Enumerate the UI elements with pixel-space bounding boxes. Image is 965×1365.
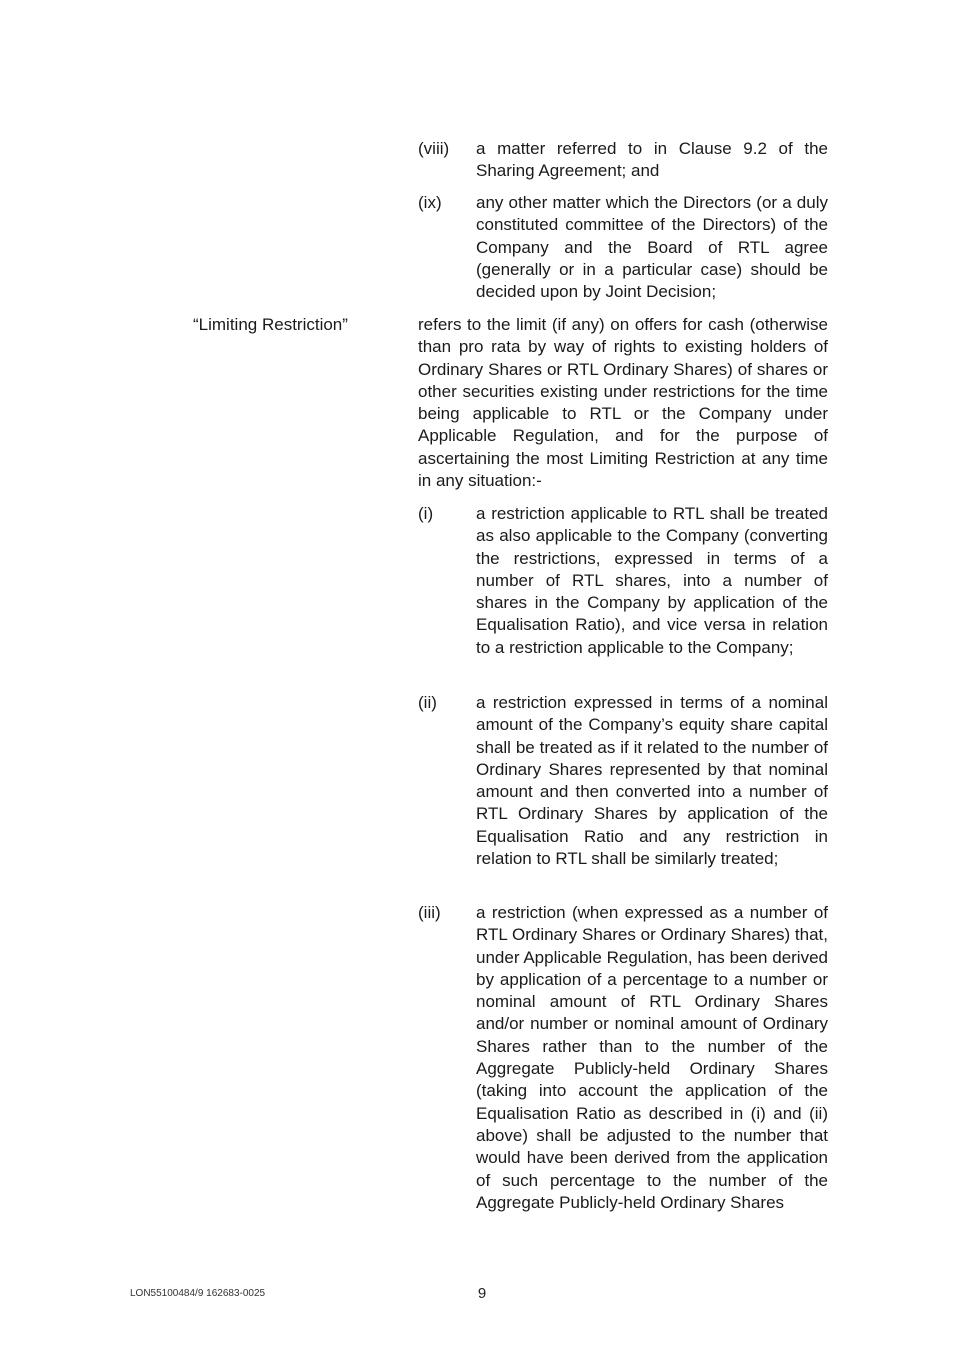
list-item-number: (ix) [418, 193, 442, 212]
list-item-ii [418, 692, 828, 870]
document-reference: LON55100484/9 162683-0025 [130, 1288, 266, 1299]
list-item-text: a restriction applicable to RTL shall be treated as also applicable to the Company (converting the restrictions, expressed in terms of a number of RTL shares, into a number of shares in the Company by application of the Equalisation Ratio), and vice versa in relation to a restriction applicable to the Company; [476, 504, 828, 657]
list-item-text: any other matter which the Directors (or a duly constituted committee of the Directors) of the Company and the Board of RTL agree (generally or in a particular case) should be decided upon by Joint Decision; [476, 193, 828, 302]
list-item-i [418, 503, 828, 659]
list-item-text: a restriction (when expressed as a number of RTL Ordinary Shares or Ordinary Shares) that, under Applicable Regulation, has been derived by application of a percentage to a number or nominal amount of RTL Ordinary Shares and/or number or nominal amount of Ordinary Shares rather than to the number of the Aggregate Publicly-held Ordinary Shares (taking into account the application of the Equalisation Ratio as described in (i) and (ii) above) shall be adjusted to the number that would have been derived from the application of such percentage to the number of the Aggregate Publicly-held Ordinary Shares [476, 903, 828, 1212]
list-item-iii [418, 902, 828, 1214]
list-item-number: (i) [418, 504, 434, 523]
list-item-number: (iii) [418, 903, 441, 922]
list-item-number: (ii) [418, 693, 437, 712]
list-item-text: a matter referred to in Clause 9.2 of the Sharing Agreement; and [476, 139, 828, 181]
list-item-viii [418, 138, 828, 183]
defined-term: “Limiting Restriction” [193, 315, 348, 334]
list-item-number: (viii) [418, 139, 450, 158]
definition-text: refers to the limit (if any) on offers for cash (otherwise than pro rata by way of rights to existing holders of Ordinary Shares or RTL Ordinary Shares) of shares or other securities existing under restrictions for the time being applicable to RTL or the Company under Applicable Regulation, and for the purpose of ascertaining the most Limiting Restriction at any time in any situation:- [418, 315, 828, 491]
page-number: 9 [477, 1285, 487, 1302]
list-item-text: a restriction expressed in terms of a nominal amount of the Company’s equity share capital shall be treated as if it related to the number of Ordinary Shares represented by that nominal amount and then converted into a number of RTL Ordinary Shares by application of the Equalisation Ratio and any restriction in relation to RTL shall be similarly treated; [476, 693, 828, 869]
list-item-ix [418, 192, 828, 303]
